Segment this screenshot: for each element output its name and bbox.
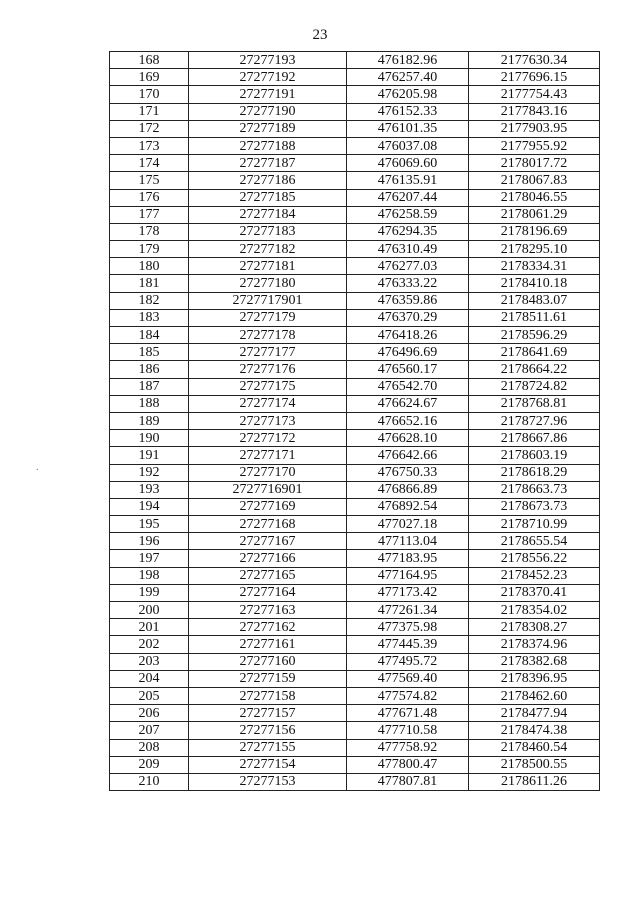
x-coordinate-cell: 477375.98 [347, 619, 469, 636]
y-coordinate-cell: 2178667.86 [469, 430, 600, 447]
point-id-cell: 27277157 [189, 705, 347, 722]
point-id-cell: 27277193 [189, 52, 347, 69]
table-row [110, 69, 600, 86]
y-coordinate-cell: 2178295.10 [469, 241, 600, 258]
x-coordinate-cell: 477027.18 [347, 516, 469, 533]
coordinates-table [109, 51, 600, 791]
point-number-cell: 205 [110, 687, 189, 704]
point-id-cell: 27277170 [189, 464, 347, 481]
point-number-cell: 190 [110, 430, 189, 447]
x-coordinate-cell: 476294.35 [347, 223, 469, 240]
point-id-cell: 27277168 [189, 516, 347, 533]
point-id-cell: 27277166 [189, 550, 347, 567]
point-id-cell: 27277183 [189, 223, 347, 240]
y-coordinate-cell: 2178724.82 [469, 378, 600, 395]
x-coordinate-cell: 476152.33 [347, 103, 469, 120]
table-row [110, 584, 600, 601]
point-number-cell: 206 [110, 705, 189, 722]
point-number-cell: 203 [110, 653, 189, 670]
table-row [110, 275, 600, 292]
x-coordinate-cell: 476182.96 [347, 52, 469, 69]
y-coordinate-cell: 2178596.29 [469, 327, 600, 344]
y-coordinate-cell: 2178663.73 [469, 481, 600, 498]
x-coordinate-cell: 476542.70 [347, 378, 469, 395]
point-id-cell: 27277156 [189, 722, 347, 739]
table-row [110, 498, 600, 515]
point-number-cell: 180 [110, 258, 189, 275]
point-id-cell: 27277186 [189, 172, 347, 189]
table-row [110, 378, 600, 395]
point-number-cell: 194 [110, 498, 189, 515]
table-row [110, 722, 600, 739]
page-number: 23 [312, 27, 328, 43]
table-row [110, 550, 600, 567]
y-coordinate-cell: 2178308.27 [469, 619, 600, 636]
table-row [110, 137, 600, 154]
point-id-cell: 2727716901 [189, 481, 347, 498]
point-id-cell: 27277160 [189, 653, 347, 670]
x-coordinate-cell: 476892.54 [347, 498, 469, 515]
point-id-cell: 27277159 [189, 670, 347, 687]
table-row [110, 86, 600, 103]
point-id-cell: 27277172 [189, 430, 347, 447]
table-row [110, 447, 600, 464]
x-coordinate-cell: 477495.72 [347, 653, 469, 670]
x-coordinate-cell: 476135.91 [347, 172, 469, 189]
x-coordinate-cell: 476257.40 [347, 69, 469, 86]
y-coordinate-cell: 2178768.81 [469, 395, 600, 412]
point-number-cell: 195 [110, 516, 189, 533]
point-number-cell: 204 [110, 670, 189, 687]
x-coordinate-cell: 476207.44 [347, 189, 469, 206]
y-coordinate-cell: 2178500.55 [469, 756, 600, 773]
point-number-cell: 198 [110, 567, 189, 584]
x-coordinate-cell: 477113.04 [347, 533, 469, 550]
table-row [110, 258, 600, 275]
y-coordinate-cell: 2178462.60 [469, 687, 600, 704]
point-id-cell: 27277155 [189, 739, 347, 756]
y-coordinate-cell: 2178354.02 [469, 602, 600, 619]
y-coordinate-cell: 2178664.22 [469, 361, 600, 378]
point-id-cell: 27277167 [189, 533, 347, 550]
point-number-cell: 210 [110, 773, 189, 790]
point-number-cell: 175 [110, 172, 189, 189]
point-id-cell: 27277164 [189, 584, 347, 601]
point-number-cell: 169 [110, 69, 189, 86]
y-coordinate-cell: 2178061.29 [469, 206, 600, 223]
table-row [110, 309, 600, 326]
y-coordinate-cell: 2178067.83 [469, 172, 600, 189]
point-id-cell: 27277161 [189, 636, 347, 653]
table-row [110, 705, 600, 722]
table-row [110, 464, 600, 481]
x-coordinate-cell: 477758.92 [347, 739, 469, 756]
y-coordinate-cell: 2177696.15 [469, 69, 600, 86]
x-coordinate-cell: 476642.66 [347, 447, 469, 464]
y-coordinate-cell: 2178618.29 [469, 464, 600, 481]
y-coordinate-cell: 2178017.72 [469, 155, 600, 172]
table-row [110, 344, 600, 361]
y-coordinate-cell: 2178474.38 [469, 722, 600, 739]
table-row [110, 533, 600, 550]
x-coordinate-cell: 476418.26 [347, 327, 469, 344]
table-row [110, 189, 600, 206]
point-number-cell: 187 [110, 378, 189, 395]
point-id-cell: 27277171 [189, 447, 347, 464]
point-id-cell: 27277176 [189, 361, 347, 378]
x-coordinate-cell: 476333.22 [347, 275, 469, 292]
table-row [110, 395, 600, 412]
table-row [110, 653, 600, 670]
y-coordinate-cell: 2178556.22 [469, 550, 600, 567]
point-id-cell: 27277175 [189, 378, 347, 395]
point-id-cell: 27277153 [189, 773, 347, 790]
point-id-cell: 27277192 [189, 69, 347, 86]
point-id-cell: 27277169 [189, 498, 347, 515]
x-coordinate-cell: 476069.60 [347, 155, 469, 172]
x-coordinate-cell: 476560.17 [347, 361, 469, 378]
point-id-cell: 27277190 [189, 103, 347, 120]
y-coordinate-cell: 2178611.26 [469, 773, 600, 790]
table-row [110, 120, 600, 137]
table-row [110, 619, 600, 636]
x-coordinate-cell: 476037.08 [347, 137, 469, 154]
table-row [110, 241, 600, 258]
table-row [110, 52, 600, 69]
x-coordinate-cell: 476101.35 [347, 120, 469, 137]
x-coordinate-cell: 476628.10 [347, 430, 469, 447]
y-coordinate-cell: 2178483.07 [469, 292, 600, 309]
coordinates-table-body [110, 52, 600, 791]
point-number-cell: 191 [110, 447, 189, 464]
x-coordinate-cell: 477671.48 [347, 705, 469, 722]
x-coordinate-cell: 476652.16 [347, 412, 469, 429]
scan-speck: . [36, 462, 39, 473]
x-coordinate-cell: 477807.81 [347, 773, 469, 790]
y-coordinate-cell: 2177843.16 [469, 103, 600, 120]
x-coordinate-cell: 476624.67 [347, 395, 469, 412]
x-coordinate-cell: 476866.89 [347, 481, 469, 498]
y-coordinate-cell: 2178410.18 [469, 275, 600, 292]
point-number-cell: 182 [110, 292, 189, 309]
point-id-cell: 27277178 [189, 327, 347, 344]
y-coordinate-cell: 2178727.96 [469, 412, 600, 429]
x-coordinate-cell: 477173.42 [347, 584, 469, 601]
point-number-cell: 193 [110, 481, 189, 498]
point-id-cell: 27277182 [189, 241, 347, 258]
y-coordinate-cell: 2177754.43 [469, 86, 600, 103]
x-coordinate-cell: 477574.82 [347, 687, 469, 704]
y-coordinate-cell: 2177903.95 [469, 120, 600, 137]
point-number-cell: 185 [110, 344, 189, 361]
y-coordinate-cell: 2177955.92 [469, 137, 600, 154]
table-row [110, 361, 600, 378]
table-row [110, 412, 600, 429]
point-number-cell: 183 [110, 309, 189, 326]
x-coordinate-cell: 477164.95 [347, 567, 469, 584]
x-coordinate-cell: 477445.39 [347, 636, 469, 653]
point-number-cell: 201 [110, 619, 189, 636]
point-number-cell: 177 [110, 206, 189, 223]
y-coordinate-cell: 2178603.19 [469, 447, 600, 464]
table-row [110, 516, 600, 533]
y-coordinate-cell: 2178370.41 [469, 584, 600, 601]
y-coordinate-cell: 2178641.69 [469, 344, 600, 361]
point-id-cell: 27277179 [189, 309, 347, 326]
table-row [110, 602, 600, 619]
x-coordinate-cell: 477261.34 [347, 602, 469, 619]
table-row [110, 756, 600, 773]
table-row [110, 172, 600, 189]
point-id-cell: 27277158 [189, 687, 347, 704]
point-id-cell: 27277184 [189, 206, 347, 223]
point-id-cell: 27277165 [189, 567, 347, 584]
x-coordinate-cell: 477800.47 [347, 756, 469, 773]
table-row [110, 670, 600, 687]
point-id-cell: 27277174 [189, 395, 347, 412]
point-number-cell: 207 [110, 722, 189, 739]
point-number-cell: 171 [110, 103, 189, 120]
x-coordinate-cell: 476496.69 [347, 344, 469, 361]
table-row [110, 773, 600, 790]
x-coordinate-cell: 476359.86 [347, 292, 469, 309]
point-number-cell: 200 [110, 602, 189, 619]
y-coordinate-cell: 2178460.54 [469, 739, 600, 756]
point-number-cell: 174 [110, 155, 189, 172]
point-number-cell: 199 [110, 584, 189, 601]
point-number-cell: 170 [110, 86, 189, 103]
point-id-cell: 27277173 [189, 412, 347, 429]
y-coordinate-cell: 2178334.31 [469, 258, 600, 275]
point-number-cell: 197 [110, 550, 189, 567]
point-id-cell: 27277181 [189, 258, 347, 275]
point-id-cell: 27277189 [189, 120, 347, 137]
point-id-cell: 27277188 [189, 137, 347, 154]
x-coordinate-cell: 476258.59 [347, 206, 469, 223]
x-coordinate-cell: 476370.29 [347, 309, 469, 326]
point-number-cell: 186 [110, 361, 189, 378]
x-coordinate-cell: 476277.03 [347, 258, 469, 275]
x-coordinate-cell: 477569.40 [347, 670, 469, 687]
table-row [110, 481, 600, 498]
table-row [110, 739, 600, 756]
y-coordinate-cell: 2178382.68 [469, 653, 600, 670]
point-number-cell: 188 [110, 395, 189, 412]
x-coordinate-cell: 476750.33 [347, 464, 469, 481]
point-number-cell: 209 [110, 756, 189, 773]
point-id-cell: 2727717901 [189, 292, 347, 309]
point-number-cell: 184 [110, 327, 189, 344]
point-number-cell: 178 [110, 223, 189, 240]
point-number-cell: 173 [110, 137, 189, 154]
y-coordinate-cell: 2178196.69 [469, 223, 600, 240]
y-coordinate-cell: 2178046.55 [469, 189, 600, 206]
point-id-cell: 27277163 [189, 602, 347, 619]
x-coordinate-cell: 477710.58 [347, 722, 469, 739]
point-id-cell: 27277162 [189, 619, 347, 636]
table-row [110, 223, 600, 240]
point-number-cell: 168 [110, 52, 189, 69]
point-number-cell: 176 [110, 189, 189, 206]
point-number-cell: 189 [110, 412, 189, 429]
table-row [110, 327, 600, 344]
point-id-cell: 27277191 [189, 86, 347, 103]
point-number-cell: 196 [110, 533, 189, 550]
table-row [110, 687, 600, 704]
point-id-cell: 27277154 [189, 756, 347, 773]
table-row [110, 206, 600, 223]
y-coordinate-cell: 2178511.61 [469, 309, 600, 326]
point-number-cell: 202 [110, 636, 189, 653]
point-number-cell: 181 [110, 275, 189, 292]
point-number-cell: 192 [110, 464, 189, 481]
table-row [110, 155, 600, 172]
point-id-cell: 27277177 [189, 344, 347, 361]
table-row [110, 430, 600, 447]
point-number-cell: 179 [110, 241, 189, 258]
table-row [110, 292, 600, 309]
x-coordinate-cell: 476310.49 [347, 241, 469, 258]
y-coordinate-cell: 2178452.23 [469, 567, 600, 584]
point-id-cell: 27277185 [189, 189, 347, 206]
y-coordinate-cell: 2178477.94 [469, 705, 600, 722]
y-coordinate-cell: 2178655.54 [469, 533, 600, 550]
y-coordinate-cell: 2178673.73 [469, 498, 600, 515]
x-coordinate-cell: 476205.98 [347, 86, 469, 103]
table-row [110, 636, 600, 653]
point-id-cell: 27277187 [189, 155, 347, 172]
table-row [110, 567, 600, 584]
point-id-cell: 27277180 [189, 275, 347, 292]
y-coordinate-cell: 2178396.95 [469, 670, 600, 687]
x-coordinate-cell: 477183.95 [347, 550, 469, 567]
y-coordinate-cell: 2177630.34 [469, 52, 600, 69]
y-coordinate-cell: 2178374.96 [469, 636, 600, 653]
table-row [110, 103, 600, 120]
y-coordinate-cell: 2178710.99 [469, 516, 600, 533]
point-number-cell: 172 [110, 120, 189, 137]
point-number-cell: 208 [110, 739, 189, 756]
